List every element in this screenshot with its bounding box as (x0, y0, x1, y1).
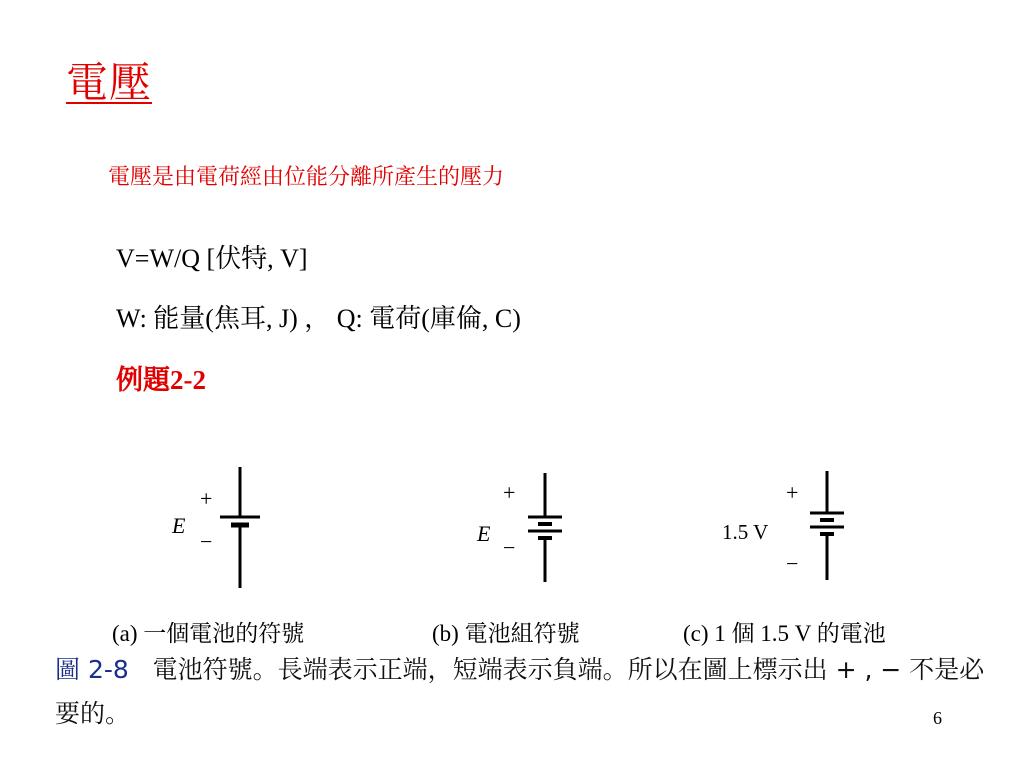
battery-b-caption: (b) 電池組符號 (432, 621, 580, 646)
battery-c-symbol (810, 471, 844, 580)
battery-c-caption: (c) 1 個 1.5 V 的電池 (683, 621, 886, 646)
battery-a-symbol (220, 467, 260, 588)
battery-a-minus: − (200, 529, 213, 554)
battery-c-label: 1.5 V (722, 520, 769, 544)
battery-c-minus: − (786, 551, 799, 576)
figure-caption-text: 電池符號。長端表示正端，短端表示負端。所以在圖上標示出 + , − 不是必要的。 (55, 655, 985, 728)
figure-caption (55, 648, 995, 736)
battery-symbols-figure (0, 455, 1024, 600)
battery-b-plus: + (503, 480, 516, 505)
battery-a-plus: + (200, 486, 213, 511)
battery-b-symbol (528, 473, 562, 582)
battery-b-minus: − (503, 535, 516, 560)
slide-subtitle: 電壓是由電荷經由位能分離所產生的壓力 (108, 164, 505, 189)
battery-b-label: E (477, 521, 491, 546)
battery-symbols-diagram (0, 455, 1024, 600)
example-label: 例題2-2 (116, 365, 206, 395)
figure-label: 圖 2-8 (55, 655, 129, 684)
battery-a-caption: (a) 一個電池的符號 (112, 621, 305, 646)
voltage-formula: V=W/Q [伏特, V] (116, 244, 308, 273)
page-number: 6 (933, 708, 942, 728)
variable-definitions: W: 能量(焦耳, J) ， Q: 電荷(庫倫, C) (116, 304, 521, 333)
battery-a-label: E (172, 513, 186, 538)
slide-title: 電壓 (66, 61, 153, 107)
battery-c-plus: + (786, 480, 799, 505)
